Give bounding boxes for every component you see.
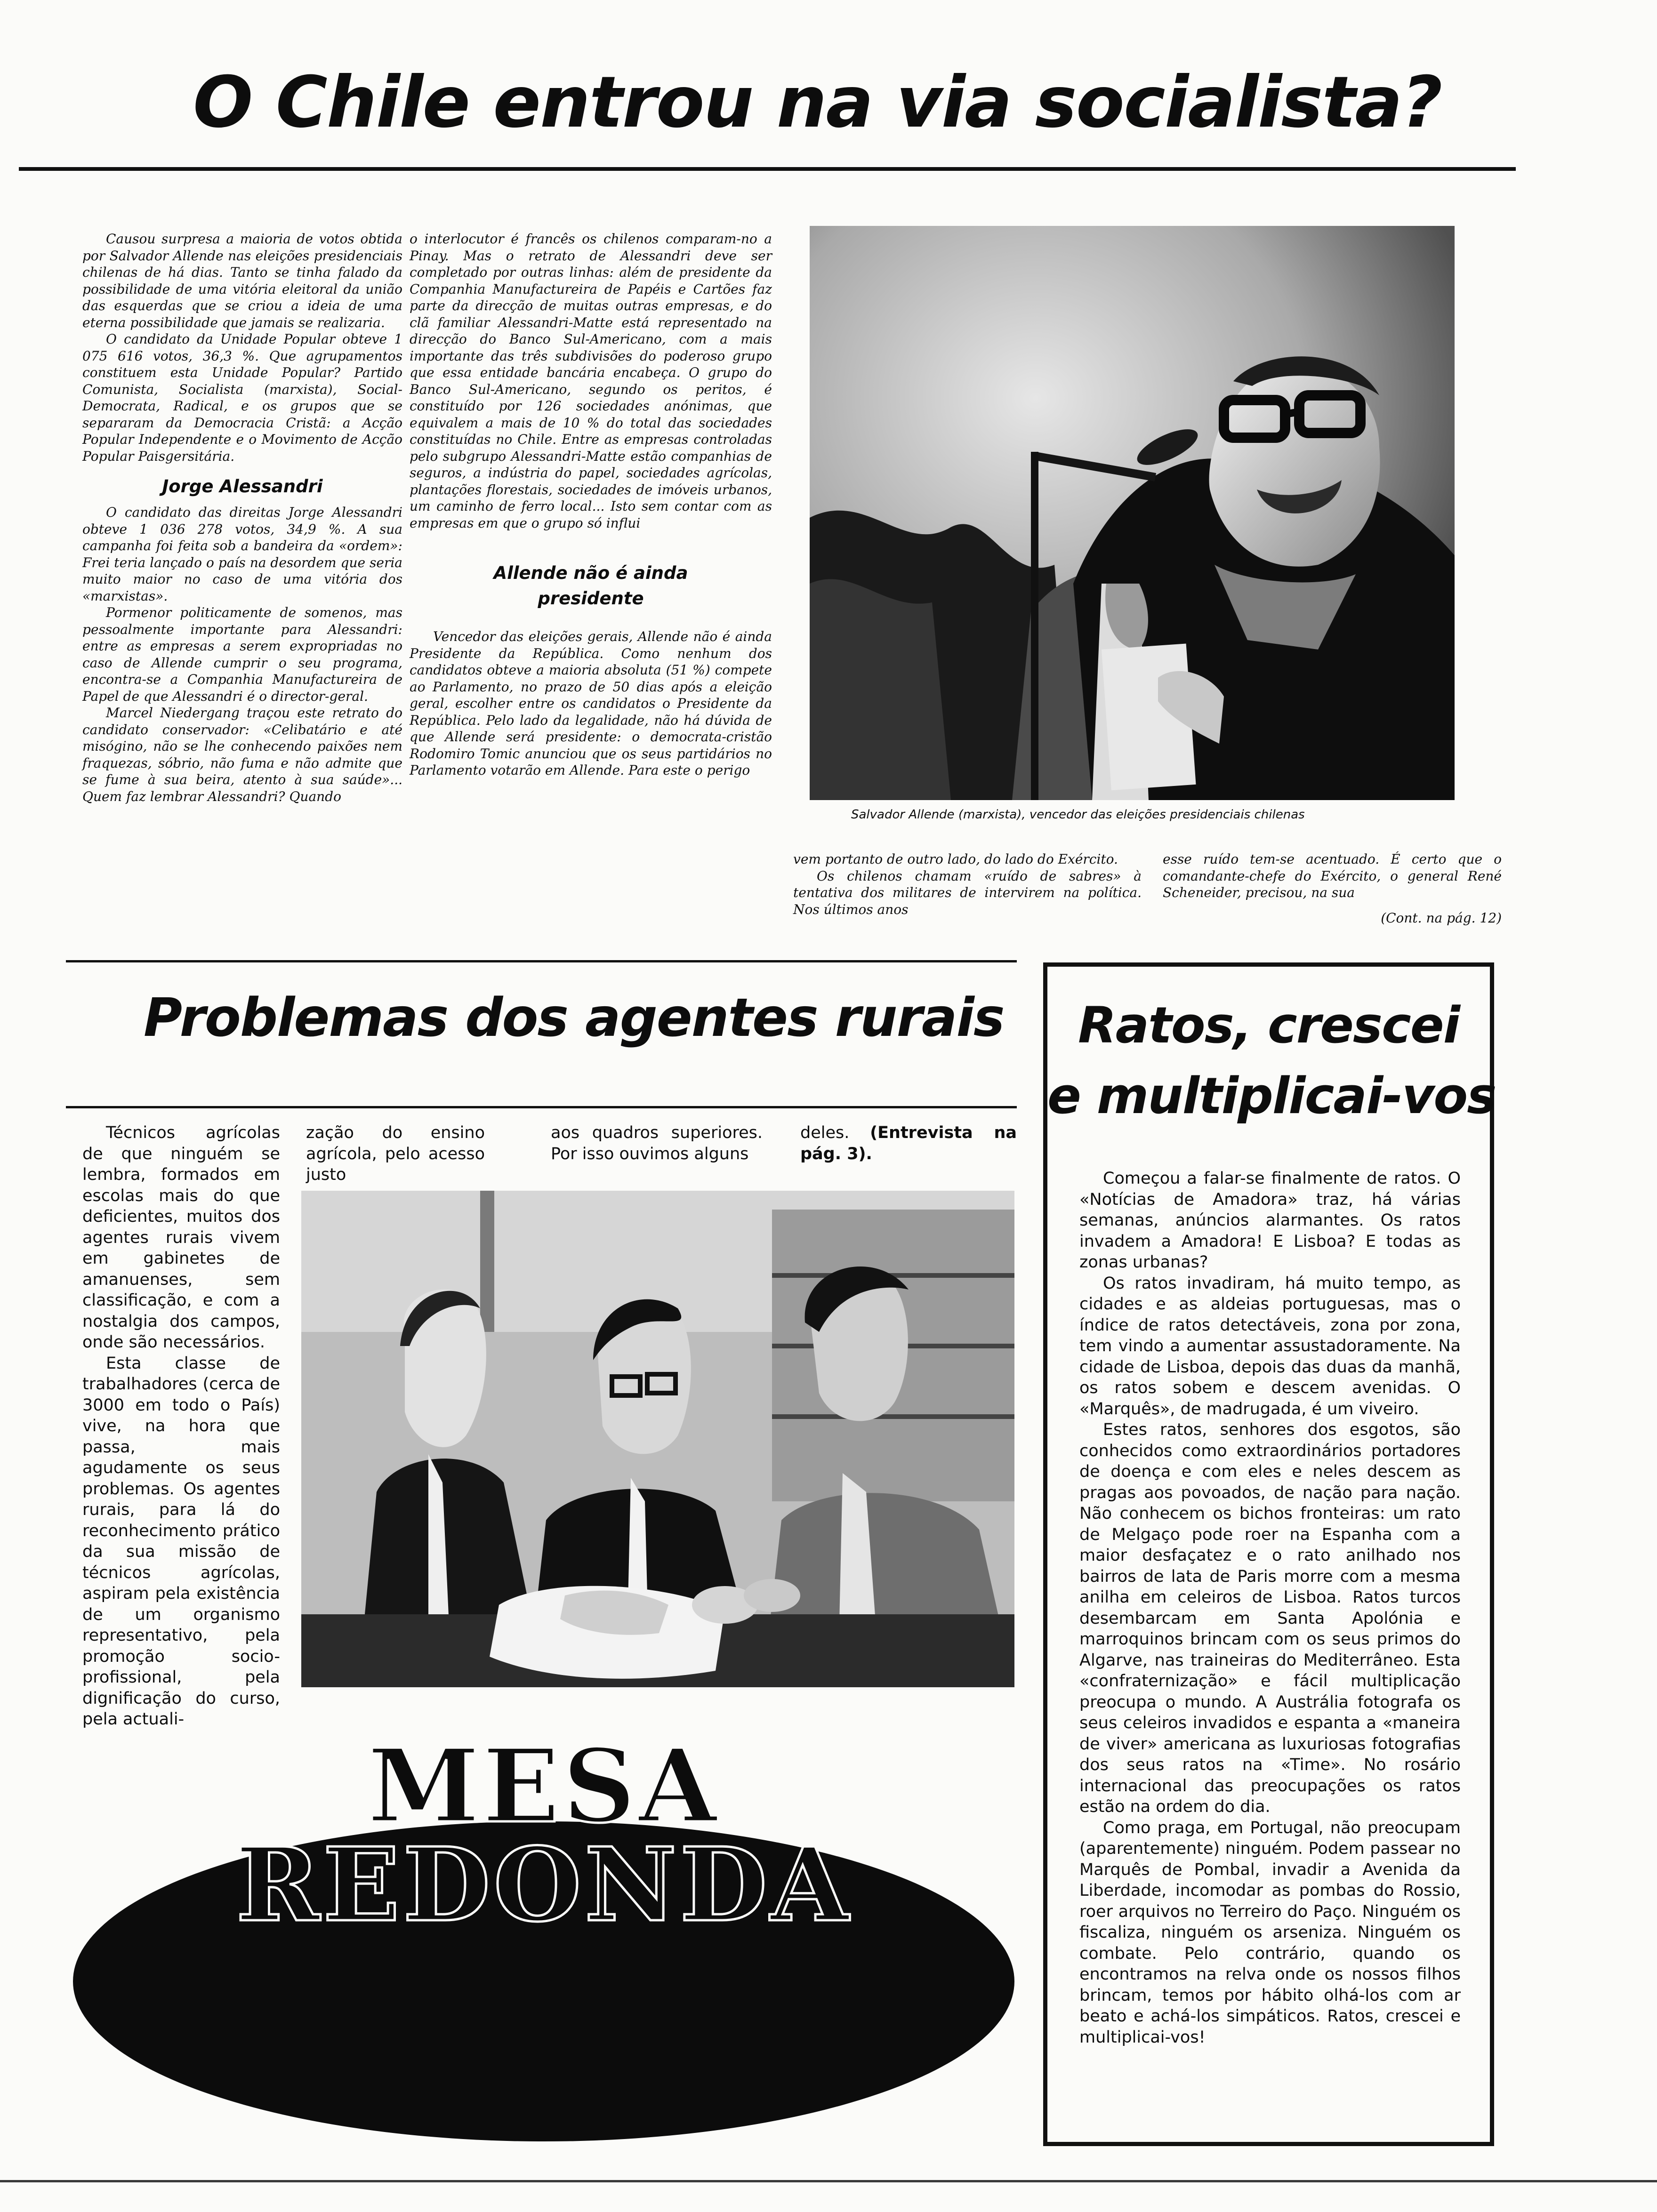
ratos-box — [1043, 962, 1494, 2146]
mid-rule — [66, 960, 1017, 962]
ratos-headline-2: e multiplicai-vos — [1047, 1067, 1496, 1125]
chile-headline: O Chile entrou na via socialista? — [193, 62, 1442, 144]
chile-c1-p5: Marcel Niedergang traçou este retrato do candidato conservador: «Celibatário e até misógino, não se lhe conhecendo paixões nem fraquezas, sóbrio, não fuma e não admite que se fume à sua beira, atento à sua saúde»... Quem faz lembrar Alessandri? Quando — [82, 705, 402, 804]
rural-c2: zação do ensino agrícola, pelo acesso justo — [306, 1123, 485, 1184]
bottom-rule — [0, 2180, 1657, 2182]
ratos-p4: Como praga, em Portugal, não preocupam (aparentemente) ninguém. Podem passear no Marquês de Pombal, invadir a Avenida da Liberdade, incomodar as pombas do Rossio, roer arquivos no Terreiro do Paço. Ninguém os fiscaliza, ninguém os arseniza. Ninguém os combate. Pelo contrário, quando os encontramos na relva onde os nossos filhos brincam, temos por hábito olhá-los com ar beato e achá-los simpáticos. Ratos, crescei e multiplicai-vos! — [1079, 1818, 1461, 2047]
rural-c3: aos quadros superiores. Por isso ouvimos alguns — [551, 1123, 763, 1163]
rural-c1-p1: Técnicos agrícolas de que ninguém se lembra, formados em escolas mais do que deficientes, muitos dos agentes rurais vivem em gabinetes de amanuenses, sem classificação, e com a nostalgia dos campos, onde são necessários. — [82, 1123, 280, 1352]
ratos-p1: Começou a falar-se finalmente de ratos. O «Notícias de Amadora» traz, há várias semanas, anúncios alarmantes. Os ratos invadem a Amadora! E Lisboa? E todas as zonas urbanas? — [1079, 1169, 1461, 1272]
chile-c4-p1: esse ruído tem-se acentuado. É certo que o comandante-chefe do Exército, o general René Scheneider, precisou, na sua — [1163, 851, 1502, 900]
rural-rule — [66, 1106, 1017, 1108]
ratos-p3: Estes ratos, senhores dos esgotos, são conhecidos como extraordinários portadores de doença e com eles e neles descem as pragas aos povoados, de nação para nação. Não conhecem os bichos fronteiras: um rato de Melgaço pode roer na Espanha com a maior desfaçatez e o rato anilhado nos bairros de lata de Paris morre com a mesma anilha em celeiros de Lisboa. Ratos turcos desembarcam em Santa Apolónia e marroquinos brincam com os seus primos do Algarve, nas traineiras do Mediterrâneo. Esta «confraternização» e fácil multiplicação preocupa o mundo. A Austrália fotografa os seus celeiros invadidos e espanta a «maneira de viver» americana as luxuriosas fotografias dos seus ratos na «Time». No rosário internacional das preocupações os ratos estão na ordem do dia. — [1079, 1420, 1461, 1816]
rural-column-2 — [306, 1122, 485, 1186]
allende-photo-image — [810, 226, 1455, 800]
ratos-body — [1079, 1168, 1461, 2048]
ratos-headline-1: Ratos, crescei — [1078, 996, 1460, 1054]
chile-continued-note: (Cont. na pág. 12) — [1381, 910, 1502, 926]
chile-c2-p2: Vencedor das eleições gerais, Allende não é ainda Presidente da República. Como nenhum dos candidatos obteve a maioria absoluta (51 %) compete ao Parlamento, no prazo de 50 dias após a eleição geral, escolher entre os candidatos o Presidente da República. Pelo lado da legalidade, não há dúvida de que Allende será presidente: o democrata-cristão Rodomiro Tomic anunciou que os seus partidários no Parlamento votarão em Allende. Para este o perigo — [410, 629, 772, 778]
mesa-redonda-banner — [66, 1718, 1022, 2141]
rural-column-1 — [82, 1122, 280, 1730]
mesa-redonda-line-1: MESA — [368, 1726, 720, 1845]
mesa-redonda-line-2: REDONDA — [235, 1825, 852, 1944]
chile-subhead-allende: Allende não é ainda presidente — [493, 563, 688, 609]
rural-column-4 — [800, 1122, 1017, 1164]
chile-column-2 — [410, 231, 772, 779]
chile-subhead-alessandri: Jorge Alessandri — [162, 476, 323, 497]
chile-c2-p1: o interlocutor é francês os chilenos comparam-no a Pinay. Mas o retrato de Alessandri deve ser completado por outras linhas: além de presidente da Companhia Manufactureira de Papéis e Cartões faz parte da direcção de muitas outras empresas, e do clã familiar Alessandri-Matte está representado na direcção do Banco Sul-Americano, com a mais importante das três subdivisões do poderoso grupo que essa entidade bancária encabeça. O grupo do Banco Sul-Americano, segundo os peritos, é constituído por 126 sociedades anónimas, que equivalem a mais de 10 % do total das sociedades constituídas no Chile. Entre as empresas controladas pelo subgrupo Alessandri-Matte estão companhias de seguros, a indústria do papel, sociedades agrícolas, plantações florestais, sociedades de imóveis urbanos, um caminho de ferro local... Isto sem contar com as empresas em que o grupo só influi — [410, 231, 772, 531]
chile-c1-p2: O candidato da Unidade Popular obteve 1 075 616 votos, 36,3 %. Que agrupamentos constituem esta Unidade Popular? Partido Comunista, Socialista (marxista), Social-Democrata, Radical, e os grupos que se separaram da Democracia Cristã: a Acção Popular Independente e o Movimento de Acção Popular Paisgersitária. — [82, 331, 402, 464]
chile-c3-p2: Os chilenos chamam «ruído de sabres» à tentativa dos militares de intervirem na política. Nos últimos anos — [793, 868, 1142, 917]
rural-c4-text: deles. — [800, 1123, 850, 1142]
rural-c4 — [800, 1122, 1017, 1164]
chile-c1-p4: Pormenor politicamente de somenos, mas pessoalmente importante para Alessandri: entre as empresas a serem expropriadas no caso de Allende cumprir o seu programa, encontra-se a Companhia Manufactureira de Papel de que Alessandri é o director-geral. — [82, 605, 402, 704]
rural-column-3 — [551, 1122, 763, 1164]
allende-photo-caption: Salvador Allende (marxista), vencedor das eleições presidenciais chilenas — [851, 808, 1305, 822]
chile-c3-p1: vem portanto de outro lado, do lado do Exército. — [793, 851, 1118, 867]
rural-c4-interview-ref: (Entrevista na pág. 3). — [800, 1123, 1017, 1163]
chile-column-1 — [82, 231, 402, 805]
chile-c1-p1: Causou surpresa a maioria de votos obtida por Salvador Allende nas eleições presidenciais chilenas de há dias. Tanto se tinha falado da possibilidade de uma vitória eleitoral da união das esquerdas que se criou a ideia de uma eterna possibilidade que jamais se realizaria. — [82, 231, 402, 330]
allende-photo — [810, 226, 1455, 800]
ratos-p2: Os ratos invadiram, há muito tempo, as cidades e as aldeias portuguesas, mas o índice de ratos detectáveis, zona por zona, tem vindo a aumentar assustadoramente. Na cidade de Lisboa, depois das duas da manhã, os ratos sobem e descem avenidas. O «Marquês», de madrugada, é um viveiro. — [1079, 1274, 1461, 1419]
top-rule — [19, 167, 1516, 171]
rural-agents-photo-image — [301, 1191, 1014, 1687]
rural-headline: Problemas dos agentes rurais — [144, 987, 1004, 1049]
chile-c1-p3: O candidato das direitas Jorge Alessandri obteve 1 036 278 votos, 34,9 %. A sua campanha foi feita sob a bandeira da «ordem»: Frei teria lançado o país na desordem que seria muito maior no caso de uma vitória dos «marxistas». — [82, 505, 402, 604]
chile-column-4 — [1163, 851, 1502, 926]
rural-agents-photo — [301, 1191, 1014, 1687]
chile-column-3 — [793, 851, 1142, 918]
rural-c1-p2: Esta classe de trabalhadores (cerca de 3000 em todo o País) vive, na hora que passa, mais agudamente os seus problemas. Os agentes rurais, para lá do reconhecimento prático da sua missão de técnicos agrícolas, aspiram pela existência de um organismo representativo, pela promoção socio-profissional, pela dignificação do curso, pela actuali- — [82, 1354, 280, 1729]
